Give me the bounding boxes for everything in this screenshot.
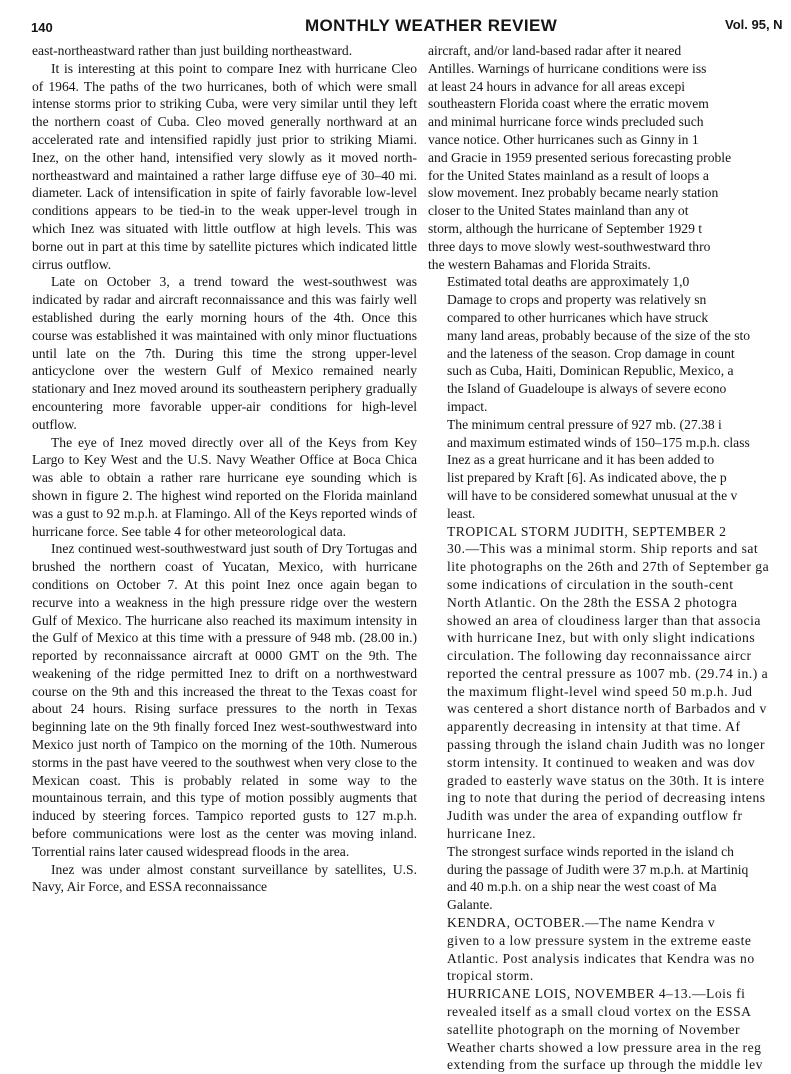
text-line: revealed itself as a small cloud vortex on the ESSA <box>447 1004 752 1020</box>
volume-label: Vol. 95, N <box>725 17 783 32</box>
text-line: Atlantic. Post analysis indicates that Kendra was no <box>447 950 755 966</box>
text-line: for the United States mainland as a result of loops a <box>428 167 709 183</box>
text-line: and the lateness of the season. Crop damage in count <box>447 345 735 361</box>
text-line: 30.—This was a minimal storm. Ship reports and sat <box>447 541 759 557</box>
text-line: Inez as a great hurricane and it has been added to <box>447 452 715 468</box>
section-lois <box>428 985 791 1074</box>
text-line: TROPICAL STORM JUDITH, SEPTEMBER 2 <box>447 523 727 539</box>
text-line: the western Bahamas and Florida Straits. <box>428 256 651 272</box>
text-line: and minimal hurricane force winds precluded such <box>428 114 704 130</box>
text-line: will have to be considered somewhat unusual at the v <box>447 487 738 503</box>
text-line: the maximum flight-level wind speed 50 m.p.h. Jud <box>447 683 753 699</box>
text-line: vance notice. Other hurricanes such as Ginny in 1 <box>428 131 699 147</box>
paragraph: Inez was under almost constant surveillance by satellites, U.S. Navy, Air Force, and ESSA reconnaissance <box>32 861 417 895</box>
text-line: during the passage of Judith were 37 m.p.h. at Martiniq <box>447 861 749 877</box>
page-header <box>0 0 791 40</box>
text-line: Estimated total deaths are approximately 1,0 <box>447 274 690 290</box>
text-line: HURRICANE LOIS, NOVEMBER 4–13.—Lois fi <box>447 986 746 1002</box>
text-line: was centered a short distance north of Barbados and v <box>447 701 767 717</box>
text-line: the Island of Guadeloupe is always of severe econo <box>447 381 727 397</box>
text-line: closer to the United States mainland than any ot <box>428 203 689 219</box>
text-line: passing through the island chain Judith was no longer <box>447 737 765 753</box>
text-line: such as Cuba, Haiti, Dominican Republic, Mexico, a <box>447 363 734 379</box>
text-line: Judith was under the area of expanding outflow fr <box>447 808 743 824</box>
section-kendra <box>428 914 791 985</box>
text-line: three days to move slowly west-southwestward thro <box>428 238 711 254</box>
paragraph: Late on October 3, a trend toward the west-southwest was indicated by radar and aircraft reconnaissance and this was fairly well established during the early morning hours of the 4th. Once this course was established it was maintained with only minor fluctuations until late on the 7th. During this time the strong upper-level anticyclone over the western Gulf of Mexico remained nearly stationary and Inez moved around its southeastern periphery gradually encountering more favorable upper-air conditions for high-level outflow. <box>32 274 417 432</box>
text-line: hurricane Inez. <box>447 826 537 842</box>
text-line: with hurricane Inez, but with only slight indications <box>447 630 756 646</box>
text-line: many land areas, probably because of the size of the sto <box>447 327 751 343</box>
text-line: Weather charts showed a low pressure area in the reg <box>447 1039 762 1055</box>
text-line: reported the central pressure as 1007 mb. (29.74 in.) a <box>447 665 769 681</box>
text-line: Antilles. Warnings of hurricane conditions were iss <box>428 60 707 76</box>
paragraph: east-northeastward rather than just building northeastward. <box>32 43 353 58</box>
text-line: impact. <box>447 398 488 414</box>
text-line: ing to note that during the period of decreasing intens <box>447 790 766 806</box>
section-judith <box>428 523 791 843</box>
text-line: showed an area of cloudiness larger than that associa <box>447 612 761 628</box>
paragraph: Inez continued west-southwestward just south of Dry Tortugas and brushed the northern coast of Yucatan, Mexico, with hurricane conditions on October 7. At this point Inez once again began to recurve into a weakness in the high pressure ridge over the western Gulf of Mexico. The hurricane also reached its maximum intensity in the Gulf of Mexico at this time with a pressure of 948 mb. (28.00 in.) reported by reconnaissance aircraft at 0000 GMT on the 9th. The weakening of the ridge permitted Inez to drift on a northwestward course on the 9th and this increased the threat to the Texas coast for about 24 hours. Rising surface pressures to the north in Texas beginning late on the 9th finally forced Inez west-southwestward into Mexico just north of Tampico on the morning of the 10th. Numerous storms in the past have veered to the southwest when very close to the Mexican coast. This is probably related in some way to the mountainous terrain, and this type of motion possibly augments that induced by steering forces. Tampico reported gusts to 127 m.p.h. before communications were lost as the center was moving inland. Torrential rains later caused widespread floods in the area. <box>32 541 417 859</box>
text-line: circulation. The following day reconnaissance aircr <box>447 648 752 664</box>
text-line: least. <box>447 505 476 521</box>
text-line: storm, although the hurricane of September 1929 t <box>428 220 703 236</box>
text-line: list prepared by Kraft [6]. As indicated above, the p <box>447 470 727 486</box>
paragraph <box>428 843 791 914</box>
text-line: satellite photograph on the morning of November <box>447 1021 741 1037</box>
text-line: and Gracie in 1959 presented serious forecasting proble <box>428 149 732 165</box>
journal-title: MONTHLY WEATHER REVIEW <box>305 16 558 35</box>
text-line: slow movement. Inez probably became nearly station <box>428 185 719 201</box>
text-line: apparently decreasing in intensity at that time. Af <box>447 719 741 735</box>
text-line: and maximum estimated winds of 150–175 m.p.h. class <box>447 434 750 450</box>
text-line: at least 24 hours in advance for all areas excepi <box>428 78 686 94</box>
paragraph <box>428 416 791 523</box>
text-line: The strongest surface winds reported in the island ch <box>447 843 734 859</box>
text-line: and 40 m.p.h. on a ship near the west coast of Ma <box>447 879 717 895</box>
text-line: North Atlantic. On the 28th the ESSA 2 photogra <box>447 594 738 610</box>
text-line: tropical storm. <box>447 968 534 984</box>
text-line: Damage to crops and property was relatively sn <box>447 292 707 308</box>
text-line: KENDRA, OCTOBER.—The name Kendra v <box>447 915 716 931</box>
left-column <box>32 42 417 896</box>
text-line: Galante. <box>447 897 493 913</box>
text-line: lite photographs on the 26th and 27th of September ga <box>447 559 770 575</box>
text-line: extending from the surface up through the middle lev <box>447 1057 763 1073</box>
text-line: given to a low pressure system in the extreme easte <box>447 932 752 948</box>
text-line: southeastern Florida coast where the erratic movem <box>428 96 709 112</box>
paragraph <box>428 273 791 415</box>
paragraph <box>428 42 791 273</box>
text-line: storm intensity. It continued to weaken and was dov <box>447 754 756 770</box>
page-number: 140 <box>31 20 53 35</box>
text-line: The minimum central pressure of 927 mb. (27.38 i <box>447 416 722 432</box>
paragraph: It is interesting at this point to compare Inez with hurricane Cleo of 1964. The paths of the two hurricanes, both of which were small intense storms prior to striking Cuba, were very similar until they left the northern coast of Cuba. Cleo moved generally northward at an accelerated rate and intensified rapidly just prior to striking Miami. Inez, on the other hand, intensified very slowly as it moved north-northeastward and maintained a rather large diffuse eye of 30–40 mi. diameter. Lack of intensification in spite of fairly favorable low-level conditions appears to be tied-in to the weak upper-level trough in which Inez was situated with little outflow at high levels. This was borne out in part at this time by satellite pictures which indicated little cirrus outflow. <box>32 60 417 272</box>
text-line: aircraft, and/or land-based radar after it neared <box>428 43 682 58</box>
text-line: compared to other hurricanes which have struck <box>447 309 709 325</box>
right-column <box>428 42 791 1074</box>
text-line: graded to easterly wave status on the 30th. It is intere <box>447 772 765 788</box>
paragraph: The eye of Inez moved directly over all of the Keys from Key Largo to Key West and the U.S. Navy Weather Office at Boca Chica was able to obtain a rather rare hurricane eye sounding which is shown in figure 2. The highest wind reported on the Florida mainland was a gust to 92 m.p.h. at Flamingo. All of the Keys reported winds of hurricane force. See table 4 for other meteorological data. <box>32 434 417 539</box>
text-line: some indications of circulation in the south-cent <box>447 576 734 592</box>
